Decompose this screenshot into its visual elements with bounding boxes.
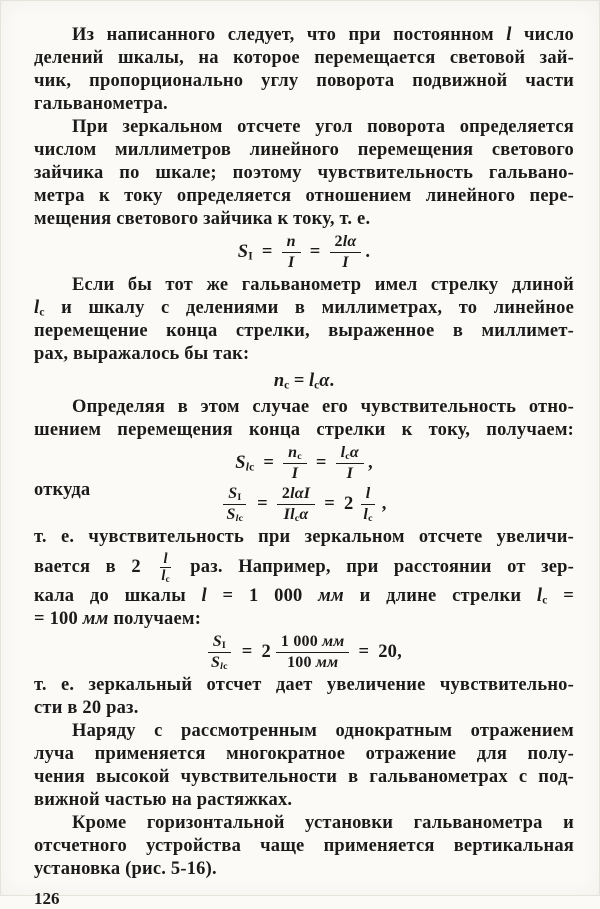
text-line: перемещение конца стрелки, выраженное в миллимет- [34, 321, 574, 341]
text-line: отсчетного устройства чаще применяется вертикальная [34, 836, 574, 856]
fraction-denominator: $S_{lс}$ [211, 654, 228, 673]
text-line: Из написанного следует, что при постоянном l число [72, 25, 574, 45]
equals-sign: = [309, 242, 321, 262]
fraction-denominator: I [342, 254, 349, 271]
text-line: При зеркальном отсчете угол поворота определяется [72, 117, 574, 137]
fraction [330, 233, 362, 272]
fraction [358, 485, 377, 524]
formula-lhs: $S_{lс}$ [235, 453, 255, 474]
text-line: сти в 20 раз. [34, 698, 139, 718]
paragraph-7 [34, 720, 574, 812]
equals-sign: = [241, 642, 253, 662]
formula-pointer-sensitivity [34, 444, 574, 483]
fraction [277, 485, 315, 524]
text-line: т. е. зеркальный отсчет дает увеличение чувствительно- [34, 675, 574, 695]
paragraph-3 [34, 274, 574, 366]
page-number: 126 [34, 889, 60, 908]
coefficient: 2 [261, 642, 271, 662]
fraction-numerator: l [361, 485, 376, 505]
fraction-numerator: $l_с\alpha$ [336, 444, 364, 464]
fraction [276, 633, 350, 672]
fraction-denominator: I [291, 465, 299, 482]
formula-punctuation: , [381, 494, 387, 514]
text-line: числом миллиметров линейного перемещения светового [34, 140, 574, 160]
formula-punctuation: , [367, 453, 373, 473]
equals-sign: = [257, 494, 268, 514]
fraction-numerator: 2lαI [277, 485, 315, 505]
text-line: вижной частью на растяжках. [34, 790, 293, 810]
fraction-numerator: l [160, 552, 170, 568]
whence-label: откуда [34, 480, 91, 500]
fraction-denominator: 100 мм [287, 654, 339, 671]
text-line: зайчика по шкале; поэтому чувствительность гальвано- [34, 163, 574, 183]
text-line: делений шкалы, на которое перемещается световой зай- [34, 48, 574, 68]
equals-sign: = [324, 494, 335, 514]
fraction [282, 233, 301, 272]
text-line: шением перемещения конца стрелки к току, получаем: [34, 420, 574, 440]
text-line: Кроме горизонтальной установки гальванометра и [72, 813, 574, 833]
text-line: гальванометра. [34, 94, 168, 114]
text-line: луча применяется многократное отражение для полу- [34, 744, 574, 764]
equals-sign: = [358, 642, 370, 662]
fraction-denominator: $l_с$ [363, 506, 373, 525]
text-line: чик, пропорционально углу поворота подвижной части [34, 71, 574, 91]
fraction [283, 444, 307, 483]
paragraph-2 [34, 116, 574, 231]
text-line: чения высокой чувствительности в гальванометрах с под- [34, 767, 574, 787]
fraction-denominator: I [287, 254, 295, 271]
text-line: Если бы тот же гальванометр имел стрелку длиной [72, 275, 574, 295]
text-line: т. е. чувствительность при зеркальном отсчете увеличи- [34, 527, 574, 547]
formula-group-derivation [34, 444, 574, 524]
coefficient: 2 [343, 494, 354, 514]
paragraph-8 [34, 812, 574, 881]
text-line: рах, выражалось бы так: [34, 344, 250, 364]
formula-mirror-sensitivity [34, 233, 574, 272]
paragraph-4 [34, 396, 574, 442]
equals-sign: = [315, 453, 327, 473]
fraction [221, 485, 248, 524]
fraction-numerator: $S_I$ [223, 485, 246, 505]
text-line: = 100 мм получаем: [34, 609, 202, 629]
text-line: установка (рис. 5-16). [34, 859, 217, 879]
fraction-denominator: $l_с$ [161, 568, 170, 585]
formula-pointer-displacement: $n_с = l_с\alpha$. [273, 371, 335, 392]
fraction-denominator: $S_{lс}$ [226, 506, 244, 525]
formula-result: 20, [378, 642, 402, 662]
fraction-numerator: 2lα [330, 233, 362, 253]
equals-sign: = [261, 242, 273, 262]
text-line: кала до шкалы l = 1 000 мм и длине стрелки $l_с$ = [34, 586, 574, 607]
fraction-numerator: $S_I$ [208, 633, 231, 653]
paragraph-5 [34, 526, 574, 631]
fraction-numerator: 1 000 мм [276, 633, 350, 653]
paragraph-6 [34, 674, 574, 720]
text-segment: раз. Например, при расстоянии от зер- [190, 557, 575, 577]
text-line: $l_с$ и шкалу с делениями в миллиметрах, то линейное [34, 298, 574, 319]
formula-numeric-example [34, 633, 574, 672]
fraction [206, 633, 233, 672]
fraction [336, 444, 364, 483]
fraction-numerator: n [282, 233, 301, 253]
text-segment: вается в 2 [34, 557, 141, 577]
text-line: метра к току определяется отношением линейного пере- [34, 186, 574, 206]
text-line: мещения светового зайчика к току, т. е. [34, 209, 371, 229]
fraction-denominator: $Il_с\alpha$ [283, 506, 309, 525]
fraction-denominator: I [346, 465, 353, 482]
text-line: Определяя в этом случае его чувствительность отно- [72, 397, 574, 417]
equals-sign: = [263, 453, 275, 473]
text-line: Наряду с рассмотренным однократным отражением [72, 721, 574, 741]
text-line-with-fraction [34, 549, 574, 585]
formula-lhs: $S_I$ [237, 242, 253, 263]
fraction-numerator: $n_с$ [283, 444, 307, 464]
formula-punctuation: . [365, 242, 371, 262]
paragraph-1 [34, 24, 574, 116]
formula-sensitivity-ratio [34, 485, 574, 524]
inline-fraction [158, 552, 172, 583]
